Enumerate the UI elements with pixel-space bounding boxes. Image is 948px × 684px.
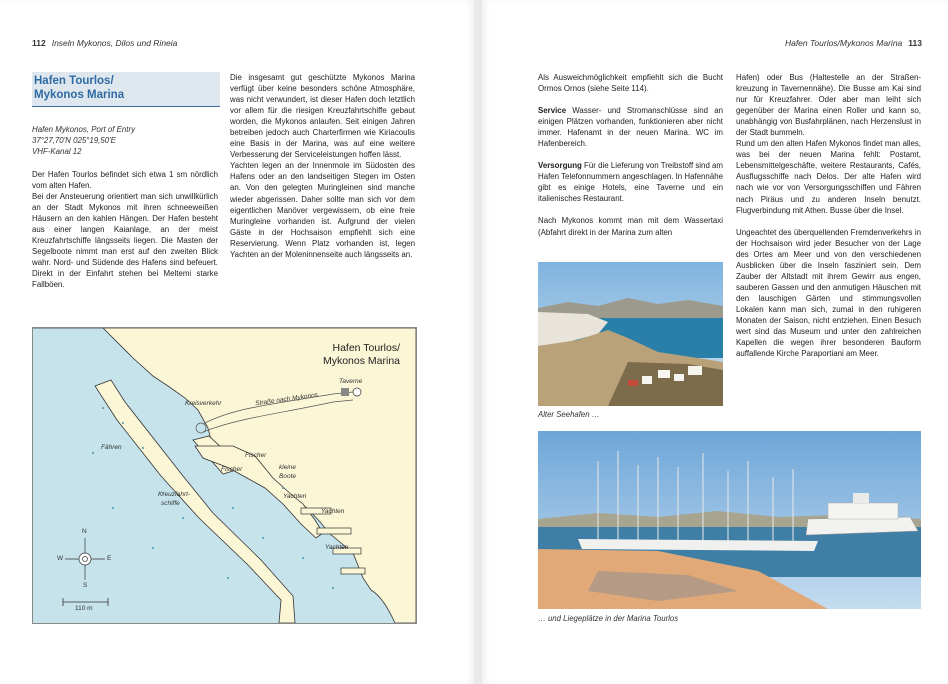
paragraph: Ungeachtet des überquellenden Fremdenverkehrs in der Hochsaison wird jeder Besucher von der Lage des Ortes am Meer und von den verschiedenen Ausblicken über die Inseln fasziniert sein. Dem Zauber der Altstadt mit ihrem Gewirr aus engen, sauberen Gassen und den anmutigen Häuschen mit den lauschigen Gärten und stimmungsvollen Lokalen kann man sich, zumal in den ruhigeren Monaten der Saison, nicht entziehen. Einen Besuch wert sind das Museum und unter den zahlreichen Kapellen die wegen ihrer besonderen Bauform auffallende Kirche Paraportiani am Meer. bbox=[736, 227, 921, 359]
paragraph-supply bbox=[538, 160, 723, 204]
paragraph: Hafen) oder Bus (Haltestelle an der Straßenkreuzung in Tavernennähe). Die Busse am Kai sind nur für Kreuzfahrer. Oder aber man leiht sich gegenüber der Marina einen Roller und kann so, unabhängig von Busfahrplänen, nach Herzenslust in der Stadt bummeln. bbox=[736, 73, 921, 138]
paragraph-service bbox=[538, 105, 723, 149]
running-head-left bbox=[32, 38, 177, 48]
paragraph: Nach Mykonos kommt man mit dem Wassertaxi (Abfahrt direkt in der Marina zum alten bbox=[538, 216, 723, 237]
map-title-line1: Hafen Tourlos/ bbox=[332, 342, 400, 354]
photo-marina-image bbox=[538, 431, 921, 609]
supply-text: Für die Lieferung von Treibstoff sind am Hafen Telefonnummern angeschlagen. In Hafennähe gibt es einige Hotels, eine Taverne und ein italienisches Restaurant. bbox=[538, 161, 723, 204]
photo-old-harbor bbox=[538, 262, 723, 406]
map-label-fishers-1: Fischer bbox=[245, 452, 267, 459]
left-column-1 bbox=[32, 169, 218, 291]
service-label: Service bbox=[538, 106, 567, 116]
map-label-cruise-2: schiffe bbox=[161, 500, 180, 507]
map-label-ferries: Fähren bbox=[101, 444, 122, 451]
paragraph: Als Ausweichmöglichkeit empfiehlt sich die Bucht Ormos Ornos (siehe Seite 114). bbox=[538, 73, 723, 94]
harbor-map-drawing bbox=[33, 328, 416, 623]
section-title-line1: Hafen Tourlos/ bbox=[34, 75, 114, 87]
map-title bbox=[323, 342, 400, 368]
map-label-yachts-2: Yachten bbox=[321, 508, 345, 515]
harbor-map bbox=[32, 327, 417, 624]
photo-marina bbox=[538, 431, 921, 609]
compass-e-label: E bbox=[107, 555, 112, 562]
map-label-small-boats-2: Boote bbox=[279, 473, 296, 480]
map-label-yachts-3: Yachten bbox=[325, 544, 349, 551]
page-number-left: 112 bbox=[32, 38, 46, 48]
port-meta-line: Hafen Mykonos, Port of Entry bbox=[32, 125, 136, 134]
running-head-text-left: Inseln Mykonos, Dilos und Rineia bbox=[51, 38, 178, 48]
right-column-2 bbox=[736, 72, 921, 359]
map-label-yachts-1: Yachten bbox=[283, 493, 307, 500]
paragraph: Rund um den alten Hafen Mykonos findet man alles, was bei der neuen Marina fehlt: Postamt, Lebensmittelgeschäfte, weitere Restaurants, Cafés, Ausflugsschiffe nach Delos. Der alte Hafen wird nach wie vor von Versorgungsschiffen und Fähren nach Piräus und zu anderen Inseln benutzt. Flugverbindung mit Athen. Busse über die Insel. bbox=[736, 139, 921, 215]
paragraph: Yachten legen an der Innenmole im Südosten des Hafens oder an den landseitigen Stegen im Osten an. Von den gelegten Muringleinen sind manche wieder abgerissen. Daher sollte man sich vor dem eigentlichen Manöver vergewissern, ob eine freie Muringleine vorhanden ist. Aufgrund der vielen Gäste in der Hochsaison empfiehlt sich eine Reservierung. Wenn Platz vorhanden ist, legen Yachten an der Moleninnenseite auch längsseits an. bbox=[230, 161, 415, 259]
photo-old-harbor-image bbox=[538, 262, 723, 406]
left-column-2 bbox=[230, 72, 415, 260]
map-label-road: Straße nach Mykonos bbox=[254, 391, 319, 408]
paragraph: Der Hafen Tourlos befindet sich etwa 1 sm nördlich vom alten Hafen. bbox=[32, 170, 218, 191]
paragraph: Bei der Ansteuerung orientiert man sich unwillkürlich an der Stadt Mykonos mit ihren schneeweißen Häusern an den kahlen Hängen. Der Hafen besteht aus einer langen Kaianlage, an der meist Kreuzfahrtschiffe längsseits liegen. Die Masten der Segelboote nimmt man erst auf den zweiten Blick wahr. Nord- und Südende des Hafens sind befeuert. Direkt in der Einfahrt stehen bei Meltemi starke Fallböen. bbox=[32, 192, 218, 290]
running-head-text-right: Hafen Tourlos/Mykonos Marina bbox=[784, 38, 903, 48]
right-column-1 bbox=[538, 72, 723, 238]
map-label-cruise-1: Kreuzfahrt- bbox=[158, 491, 191, 498]
right-page bbox=[482, 0, 948, 684]
port-meta-line: 37°27,70'N 025°19,50'E bbox=[32, 136, 116, 145]
map-label-fishers-2: Fischer bbox=[221, 466, 243, 473]
supply-label: Versorgung bbox=[538, 161, 582, 171]
section-title bbox=[32, 72, 220, 107]
port-meta bbox=[32, 124, 218, 157]
compass-n-label: N bbox=[82, 528, 87, 535]
page-number-right: 113 bbox=[908, 38, 922, 48]
caption-marina: … und Liegeplätze in der Marina Tourlos bbox=[538, 614, 679, 623]
paragraph: Die insgesamt gut geschützte Mykonos Marina verfügt über keine besonders schöne Atmosphäre, was nicht verwundert, ist dieser Hafen doch letztlich vor allem für die riesigen Kreuzfahrtschiffe gebaut worden, die Mykonos anlaufen. Seit einigen Jahren betreiben jedoch auch Charterfirmen wie Kiriacoulis eine Basis in der Marina, was auf eine weitere Verbesserung der Serviceleistungen hoffen lässt. bbox=[230, 73, 415, 160]
compass-s-label: S bbox=[83, 582, 88, 589]
running-head-right bbox=[785, 38, 922, 48]
caption-old-harbor: Alter Seehafen … bbox=[538, 410, 600, 419]
map-label-roundabout: Kreisverkehr bbox=[185, 400, 222, 407]
compass-w-label: W bbox=[57, 555, 64, 562]
section-title-line2: Mykonos Marina bbox=[34, 89, 125, 101]
service-text: Wasser- und Stromanschlüsse sind an einigen Plätzen vorhanden, funktionieren aber nicht immer. Hafenamt in der neuen Marina. WC im Hafenbereich. bbox=[538, 106, 723, 149]
port-meta-line: VHF-Kanal 12 bbox=[32, 147, 82, 156]
map-scale-label: 110 m bbox=[75, 605, 93, 612]
map-title-line2: Mykonos Marina bbox=[322, 355, 400, 367]
map-label-taverna: Taverne bbox=[339, 378, 363, 385]
map-label-small-boats-1: kleine bbox=[279, 464, 296, 471]
